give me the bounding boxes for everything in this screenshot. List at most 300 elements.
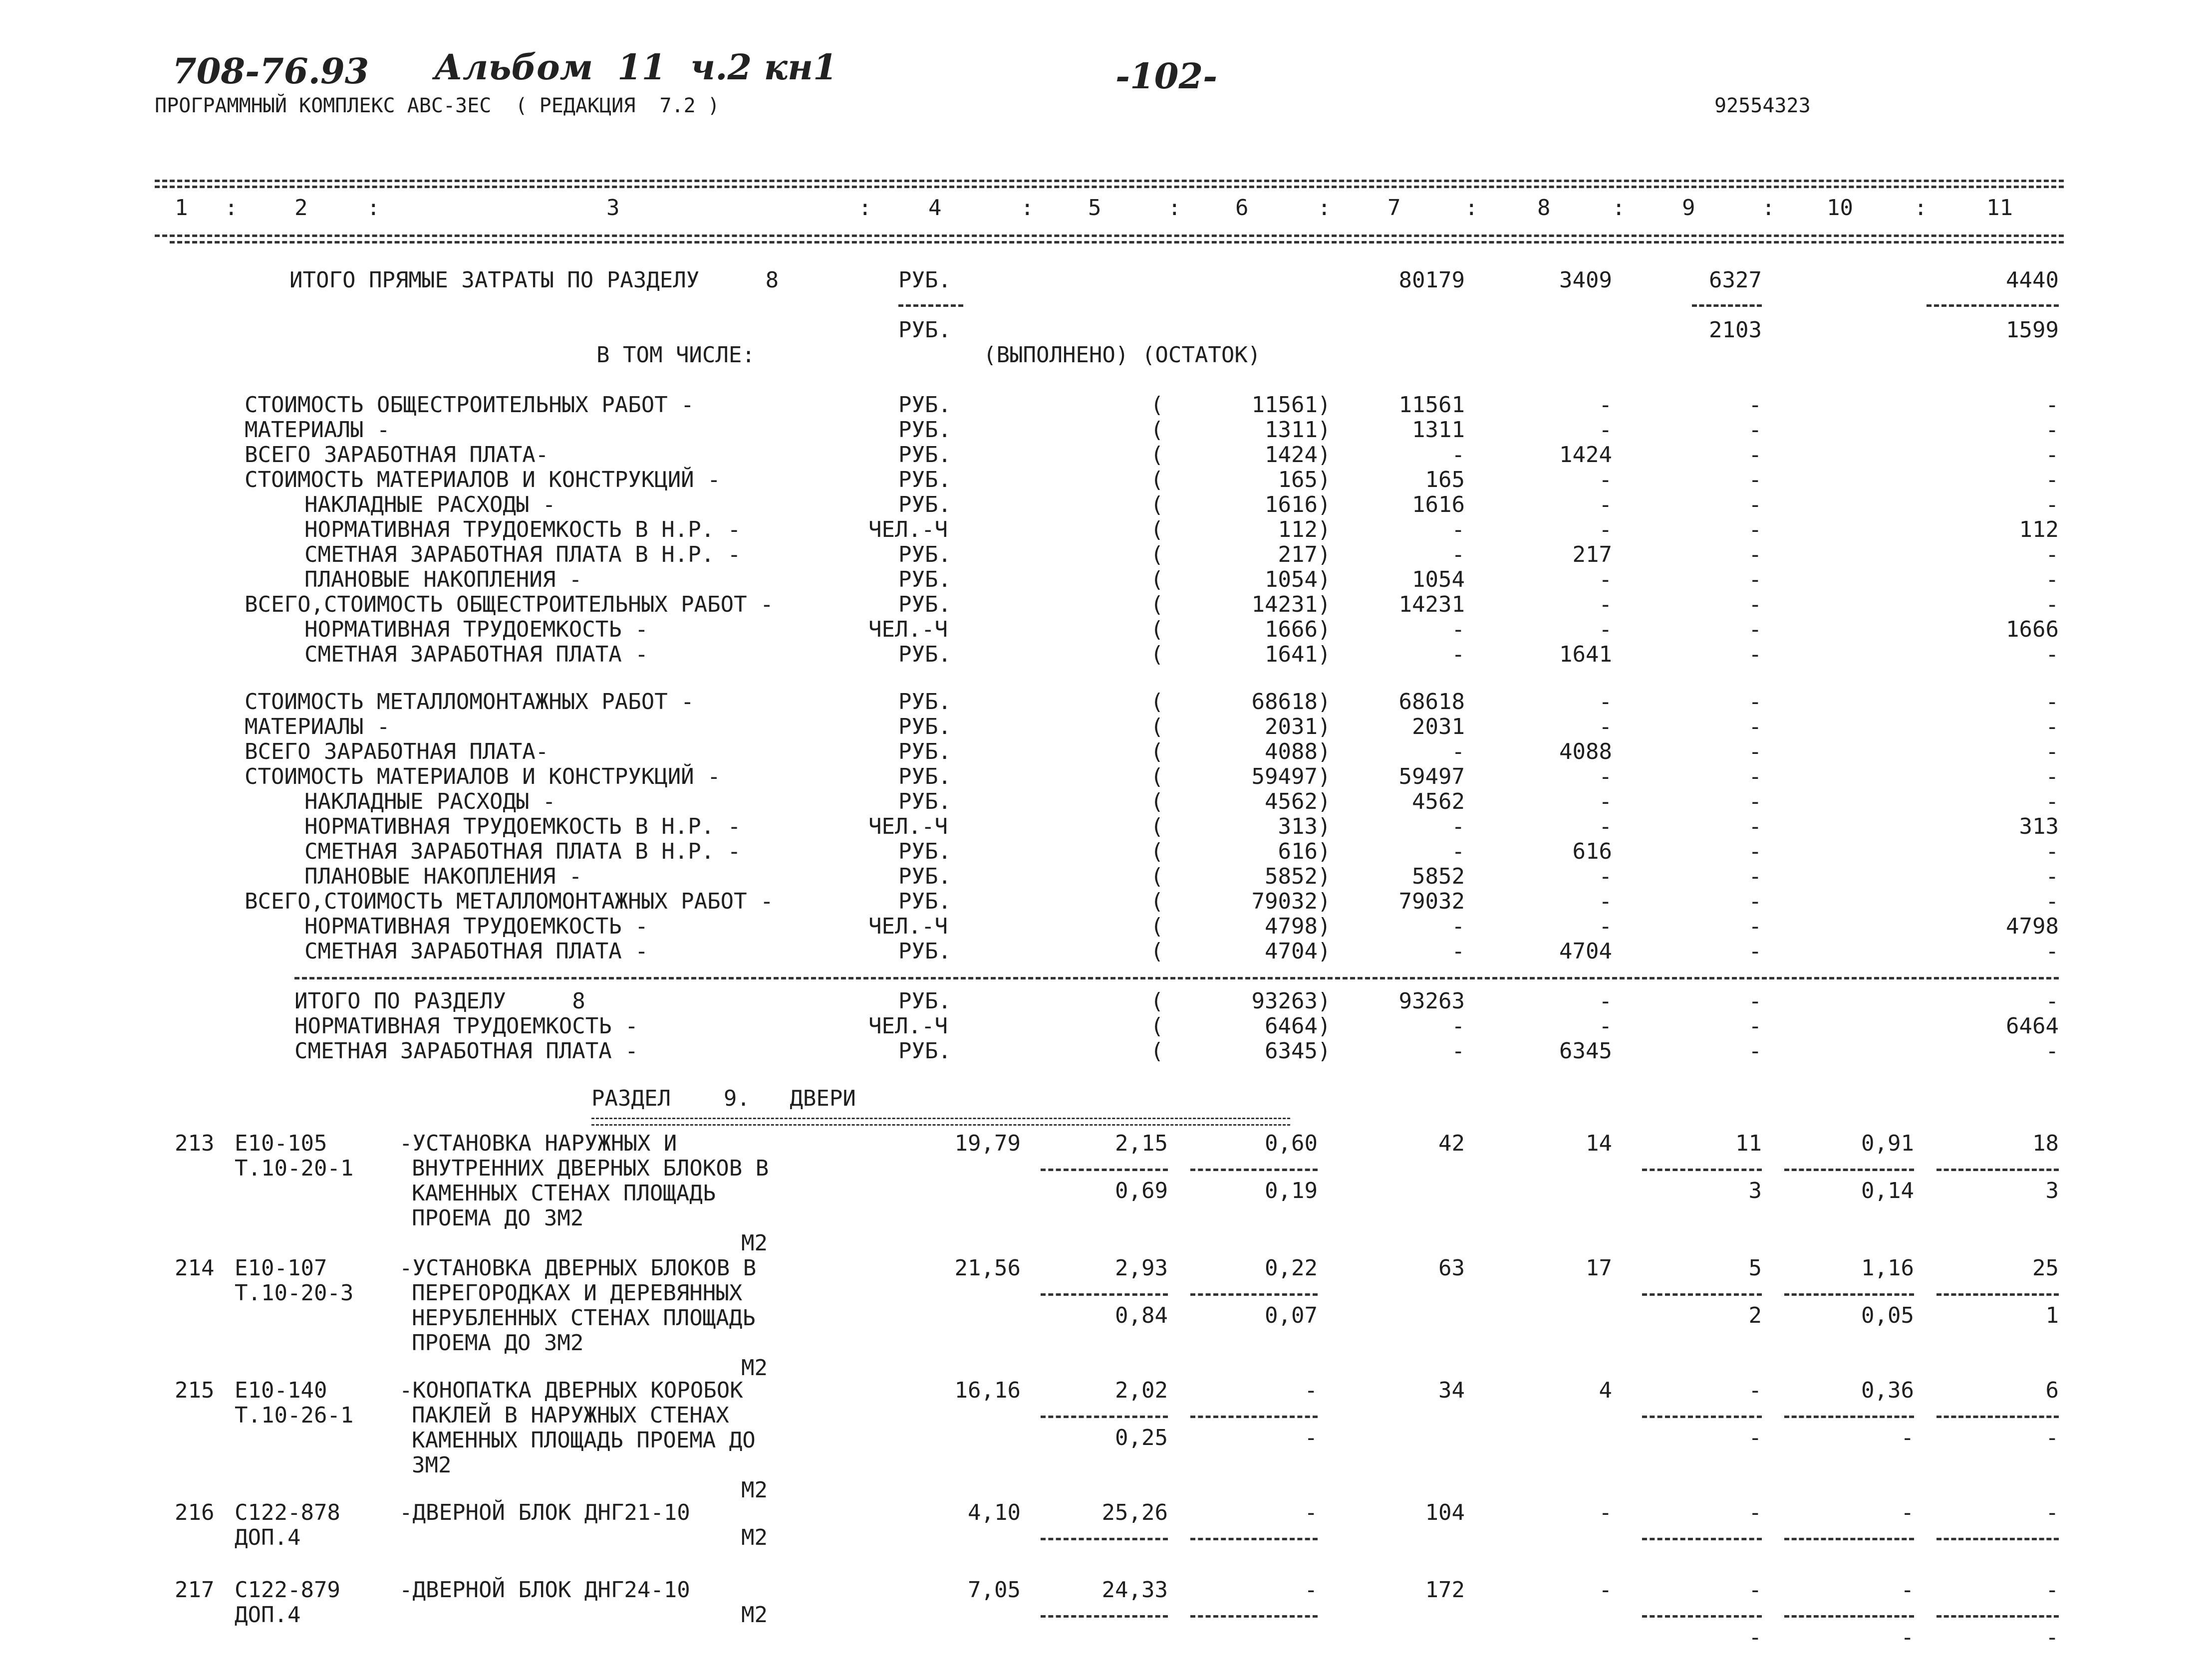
value-col-9: - xyxy=(1748,1013,1762,1039)
remainder-value: 1054 xyxy=(1265,567,1318,592)
value-col-10-second: 0,14 xyxy=(1861,1178,1914,1203)
value-col-11: - xyxy=(2045,417,2059,443)
remainder-value: 4088 xyxy=(1265,739,1318,764)
value-col-7: 68618 xyxy=(1398,689,1465,715)
value-col-7: - xyxy=(1451,839,1465,864)
value-col-9: - xyxy=(1748,442,1762,468)
table-top-rule-2 xyxy=(155,186,2064,188)
value-col-11: - xyxy=(2045,764,2059,789)
program-title: ПРОГРАММНЫЙ КОМПЛЕКС АВС-3ЕС ( РЕДАКЦИЯ 7.2 ) xyxy=(155,94,720,117)
position-rule xyxy=(1784,1615,1914,1618)
line-label: СТОИМОСТЬ МАТЕРИАЛОВ И КОНСТРУКЦИЙ - xyxy=(245,764,721,789)
position-description: ПРОЕМА ДО 3М2 xyxy=(412,1205,584,1231)
value-col-4: 4,10 xyxy=(968,1500,1021,1525)
value-col-5-second: 0,69 xyxy=(1115,1178,1168,1203)
document-number: 92554323 xyxy=(1714,94,1811,117)
parenthesis-mark: ) xyxy=(1318,1038,1331,1064)
parenthesis-mark: ( xyxy=(1150,764,1164,789)
handwritten-page-number: -102- xyxy=(1115,55,1218,97)
unit-label: РУБ. xyxy=(898,714,951,739)
position-rule xyxy=(1642,1169,1762,1171)
line-label: НОРМАТИВНАЯ ТРУДОЕМКОСТЬ - xyxy=(304,914,648,939)
value-col-7: 42 xyxy=(1438,1131,1465,1156)
parenthesis-mark: ) xyxy=(1318,467,1331,492)
value-col-7: - xyxy=(1451,814,1465,839)
value-col-5-second: 0,84 xyxy=(1115,1303,1168,1328)
position-description: ПАКЛЕЙ В НАРУЖНЫХ СТЕНАХ xyxy=(412,1403,729,1428)
handwritten-album: Альбом 11 ч.2 кн1 xyxy=(434,46,837,88)
value-col-7: 1616 xyxy=(1412,492,1465,517)
value-col-7: 2031 xyxy=(1412,714,1465,739)
unit-label: ЧЕЛ.-Ч xyxy=(868,814,948,839)
value-col-7: 63 xyxy=(1438,1255,1465,1281)
value-col-4: 7,05 xyxy=(968,1577,1021,1603)
unit-label: ЧЕЛ.-Ч xyxy=(868,1013,948,1039)
value-col-10: 1,16 xyxy=(1861,1255,1914,1281)
value-col-8: - xyxy=(1599,764,1612,789)
remainder-value: 1616 xyxy=(1265,492,1318,517)
position-description: НЕРУБЛЕННЫХ СТЕНАХ ПЛОЩАДЬ xyxy=(412,1305,756,1331)
value-col-5: 25,26 xyxy=(1102,1500,1168,1525)
line-label: ВСЕГО,СТОИМОСТЬ МЕТАЛЛОМОНТАЖНЫХ РАБОТ - xyxy=(245,889,774,914)
value-col-11: 6 xyxy=(2045,1378,2059,1403)
value-col-4: 16,16 xyxy=(954,1378,1021,1403)
value-col-8: - xyxy=(1599,988,1612,1014)
value-col-7: 79032 xyxy=(1398,889,1465,914)
parenthesis-mark: ) xyxy=(1318,988,1331,1014)
remainder-value: 93263 xyxy=(1251,988,1318,1014)
unit-label: РУБ. xyxy=(898,417,951,443)
value-col-7: 5852 xyxy=(1412,864,1465,889)
value-col-8: - xyxy=(1599,889,1612,914)
value-col-10: - xyxy=(1901,1577,1914,1603)
value-col-7: - xyxy=(1451,517,1465,542)
position-rule xyxy=(1041,1416,1168,1418)
line-label: СТОИМОСТЬ МАТЕРИАЛОВ И КОНСТРУКЦИЙ - xyxy=(245,467,721,492)
value-col-9: - xyxy=(1748,492,1762,517)
value-col-11-second: - xyxy=(2045,1425,2059,1450)
value-col-9-second: 2 xyxy=(1748,1303,1762,1328)
value-col-8: 4704 xyxy=(1559,939,1612,964)
line-label: НОРМАТИВНАЯ ТРУДОЕМКОСТЬ - xyxy=(294,1013,638,1039)
column-header-2: 2 xyxy=(294,195,308,221)
value-col-5: 2,15 xyxy=(1115,1131,1168,1156)
value-col-6: 0,22 xyxy=(1265,1255,1318,1281)
line-label: МАТЕРИАЛЫ - xyxy=(245,714,390,739)
position-unit: М2 xyxy=(741,1602,768,1628)
value-col-9: - xyxy=(1748,1038,1762,1064)
value-col-7: 1054 xyxy=(1412,567,1465,592)
column-header-10: 10 xyxy=(1827,195,1853,221)
parenthesis-mark: ( xyxy=(1150,739,1164,764)
value-col-8: - xyxy=(1599,592,1612,617)
remainder-value: 1424 xyxy=(1265,442,1318,468)
section-total-rule xyxy=(294,977,2059,979)
unit-label: РУБ. xyxy=(898,988,951,1014)
value-col-8: 14 xyxy=(1586,1131,1612,1156)
column-header-4: 4 xyxy=(928,195,942,221)
parenthesis-mark: ) xyxy=(1318,939,1331,964)
remainder-value: 14231 xyxy=(1251,592,1318,617)
value-col-10-second: 0,05 xyxy=(1861,1303,1914,1328)
value-col-8: - xyxy=(1599,517,1612,542)
column-separator: : xyxy=(1168,195,1181,221)
value-col-7: 14231 xyxy=(1398,592,1465,617)
value-col-7: 93263 xyxy=(1398,988,1465,1014)
unit-label: РУБ. xyxy=(898,839,951,864)
value-col-5: 2,93 xyxy=(1115,1255,1168,1281)
value-col-8: - xyxy=(1599,1013,1612,1039)
line-label: ВСЕГО ЗАРАБОТНАЯ ПЛАТА- xyxy=(245,442,549,468)
value-col-11: - xyxy=(2045,542,2059,567)
value-col-9: - xyxy=(1748,642,1762,667)
unit-label: РУБ. xyxy=(898,889,951,914)
position-code: Е10-105 xyxy=(235,1131,327,1156)
remainder-value: 6345 xyxy=(1265,1038,1318,1064)
unit-label: РУБ. xyxy=(898,267,951,293)
value-col-5: 24,33 xyxy=(1102,1577,1168,1603)
line-label: НАКЛАДНЫЕ РАСХОДЫ - xyxy=(304,789,556,814)
parenthesis-mark: ) xyxy=(1318,492,1331,517)
position-description: 3М2 xyxy=(412,1452,452,1478)
subtotal-rule xyxy=(1927,304,2059,307)
parenthesis-mark: ( xyxy=(1150,789,1164,814)
column-header-3: 3 xyxy=(606,195,620,221)
value-col-9: - xyxy=(1748,914,1762,939)
column-separator: : xyxy=(367,195,380,221)
parenthesis-mark: ) xyxy=(1318,739,1331,764)
parenthesis-mark: ( xyxy=(1150,889,1164,914)
value-col-11: - xyxy=(2045,739,2059,764)
value-col-11: - xyxy=(2045,567,2059,592)
value-col-7: 104 xyxy=(1425,1500,1465,1525)
handwritten-code: 708-76.93 xyxy=(172,50,369,92)
position-number: 217 xyxy=(175,1577,215,1603)
value-col-11: 4798 xyxy=(2006,914,2059,939)
position-code: Е10-107 xyxy=(235,1255,327,1281)
parenthesis-mark: ( xyxy=(1150,1013,1164,1039)
parenthesis-mark: ) xyxy=(1318,442,1331,468)
value-col-10-second: - xyxy=(1901,1625,1914,1650)
position-description: -УСТАНОВКА ДВЕРНЫХ БЛОКОВ В xyxy=(399,1255,757,1281)
value-col-11: - xyxy=(2045,1577,2059,1603)
position-unit: М2 xyxy=(741,1525,768,1550)
value-col-9: - xyxy=(1748,764,1762,789)
remainder-value: 1311 xyxy=(1265,417,1318,443)
value-col-9: - xyxy=(1748,592,1762,617)
parenthesis-mark: ) xyxy=(1318,417,1331,443)
value-col-11: 112 xyxy=(2019,517,2059,542)
value-col-11-second: - xyxy=(2045,1625,2059,1650)
value-col-7: - xyxy=(1451,1038,1465,1064)
column-separator: : xyxy=(225,195,238,221)
position-rule xyxy=(1041,1169,1168,1171)
position-rule xyxy=(1784,1416,1914,1418)
value-col-8: 4 xyxy=(1599,1378,1612,1403)
value-col-11: - xyxy=(2045,492,2059,517)
value-col-11: 6464 xyxy=(2006,1013,2059,1039)
value-col-11: - xyxy=(2045,839,2059,864)
value-col-10-second: - xyxy=(1901,1425,1914,1450)
unit-label: РУБ. xyxy=(898,739,951,764)
line-label: ИТОГО ПО РАЗДЕЛУ 8 xyxy=(294,988,585,1014)
value-col-11: - xyxy=(2045,467,2059,492)
position-description: ВНУТРЕННИХ ДВЕРНЫХ БЛОКОВ В xyxy=(412,1156,769,1181)
column-header-5: 5 xyxy=(1088,195,1102,221)
value-col-9-second: - xyxy=(1748,1625,1762,1650)
parenthesis-mark: ( xyxy=(1150,592,1164,617)
position-description: -УСТАНОВКА НАРУЖНЫХ И xyxy=(399,1131,677,1156)
parenthesis-mark: ( xyxy=(1150,814,1164,839)
value-col-11: 1599 xyxy=(2006,317,2059,343)
unit-label: РУБ. xyxy=(898,939,951,964)
value-col-9: - xyxy=(1748,567,1762,592)
unit-label: РУБ. xyxy=(898,567,951,592)
value-col-11: 1666 xyxy=(2006,617,2059,642)
value-col-9: - xyxy=(1748,1378,1762,1403)
position-reference: Т.10-20-3 xyxy=(235,1280,354,1306)
position-rule xyxy=(1190,1293,1318,1296)
unit-label: РУБ. xyxy=(898,642,951,667)
value-col-9: 6327 xyxy=(1709,267,1762,293)
line-label: В ТОМ ЧИСЛЕ: xyxy=(596,342,755,368)
parenthesis-mark: ( xyxy=(1150,988,1164,1014)
position-reference: Т.10-20-1 xyxy=(235,1156,354,1181)
remainder-value: 4562 xyxy=(1265,789,1318,814)
remainder-value: 11561 xyxy=(1251,392,1318,418)
unit-label: РУБ. xyxy=(898,492,951,517)
value-col-11: - xyxy=(2045,988,2059,1014)
unit-label: РУБ. xyxy=(898,392,951,418)
remainder-value: 112 xyxy=(1278,517,1318,542)
line-label: СМЕТНАЯ ЗАРАБОТНАЯ ПЛАТА - xyxy=(304,642,648,667)
parenthesis-mark: ( xyxy=(1150,492,1164,517)
value-col-7: - xyxy=(1451,1013,1465,1039)
unit-label: ЧЕЛ.-Ч xyxy=(868,914,948,939)
position-unit: М2 xyxy=(741,1230,768,1256)
value-col-8: - xyxy=(1599,567,1612,592)
position-rule xyxy=(1642,1538,1762,1540)
position-rule xyxy=(1784,1169,1914,1171)
parenthesis-mark: ( xyxy=(1150,517,1164,542)
value-col-5: 2,02 xyxy=(1115,1378,1168,1403)
position-description: ПРОЕМА ДО 3М2 xyxy=(412,1330,584,1356)
position-rule xyxy=(1190,1615,1318,1618)
position-rule xyxy=(1041,1615,1168,1618)
value-col-9: - xyxy=(1748,789,1762,814)
value-col-9: - xyxy=(1748,417,1762,443)
parenthesis-mark: ) xyxy=(1318,839,1331,864)
value-col-11: - xyxy=(2045,689,2059,715)
value-col-7: 172 xyxy=(1425,1577,1465,1603)
subtotal-rule xyxy=(1692,304,1762,307)
position-rule xyxy=(1190,1538,1318,1540)
line-label: МАТЕРИАЛЫ - xyxy=(245,417,390,443)
line-label: СМЕТНАЯ ЗАРАБОТНАЯ ПЛАТА - xyxy=(294,1038,638,1064)
position-rule xyxy=(1936,1538,2059,1540)
parenthesis-mark: ( xyxy=(1150,417,1164,443)
parenthesis-mark: ) xyxy=(1318,1013,1331,1039)
value-col-10: 0,91 xyxy=(1861,1131,1914,1156)
position-description: ПЕРЕГОРОДКАХ И ДЕРЕВЯННЫХ xyxy=(412,1280,743,1306)
position-rule xyxy=(1642,1293,1762,1296)
remainder-value: 616 xyxy=(1278,839,1318,864)
parenthesis-mark: ( xyxy=(1150,714,1164,739)
parenthesis-mark: ( xyxy=(1150,642,1164,667)
value-col-9: - xyxy=(1748,864,1762,889)
value-col-8: 217 xyxy=(1572,542,1612,567)
line-label: СТОИМОСТЬ МЕТАЛЛОМОНТАЖНЫХ РАБОТ - xyxy=(245,689,694,715)
value-col-9: - xyxy=(1748,689,1762,715)
remainder-value: 1666 xyxy=(1265,617,1318,642)
parenthesis-mark: ( xyxy=(1150,914,1164,939)
position-rule xyxy=(1190,1416,1318,1418)
parenthesis-mark: ) xyxy=(1318,714,1331,739)
section-heading: РАЗДЕЛ 9. ДВЕРИ xyxy=(591,1086,856,1111)
value-col-6-second: - xyxy=(1304,1425,1318,1450)
value-col-6-second: 0,07 xyxy=(1265,1303,1318,1328)
value-col-11: - xyxy=(2045,889,2059,914)
parenthesis-mark: ) xyxy=(1318,567,1331,592)
line-label: НАКЛАДНЫЕ РАСХОДЫ - xyxy=(304,492,556,517)
column-separator: : xyxy=(1762,195,1775,221)
value-col-8: - xyxy=(1599,864,1612,889)
value-col-8: 3409 xyxy=(1559,267,1612,293)
value-col-11: - xyxy=(2045,392,2059,418)
value-col-8: 17 xyxy=(1586,1255,1612,1281)
value-col-8: - xyxy=(1599,814,1612,839)
unit-label: РУБ. xyxy=(898,592,951,617)
value-col-8: - xyxy=(1599,467,1612,492)
position-reference: Т.10-26-1 xyxy=(235,1403,354,1428)
unit-label: РУБ. xyxy=(898,764,951,789)
parenthesis-mark: ) xyxy=(1318,764,1331,789)
value-col-9: - xyxy=(1748,714,1762,739)
position-code: С122-879 xyxy=(235,1577,340,1603)
value-col-11: 18 xyxy=(2032,1131,2059,1156)
position-description: -ДВЕРНОЙ БЛОК ДНГ21-10 xyxy=(399,1500,690,1525)
value-col-8: - xyxy=(1599,492,1612,517)
value-col-8: - xyxy=(1599,392,1612,418)
value-col-6: 0,60 xyxy=(1265,1131,1318,1156)
line-label: СМЕТНАЯ ЗАРАБОТНАЯ ПЛАТА В Н.Р. - xyxy=(304,839,741,864)
value-col-4: 19,79 xyxy=(954,1131,1021,1156)
position-rule xyxy=(1936,1169,2059,1171)
value-col-11: - xyxy=(2045,642,2059,667)
value-col-9-second: - xyxy=(1748,1425,1762,1450)
line-label: НОРМАТИВНАЯ ТРУДОЕМКОСТЬ В Н.Р. - xyxy=(304,814,741,839)
parenthesis-mark: ) xyxy=(1318,889,1331,914)
parenthesis-mark: ( xyxy=(1150,864,1164,889)
parenthesis-mark: ( xyxy=(1150,939,1164,964)
value-col-9: - xyxy=(1748,392,1762,418)
column-separator: : xyxy=(1318,195,1331,221)
parenthesis-mark: ) xyxy=(1318,689,1331,715)
table-top-rule xyxy=(155,180,2064,182)
line-label: СМЕТНАЯ ЗАРАБОТНАЯ ПЛАТА - xyxy=(304,939,648,964)
value-col-11: - xyxy=(2045,789,2059,814)
column-header-1: 1 xyxy=(175,195,188,221)
value-col-9: - xyxy=(1748,814,1762,839)
column-caption: (ВЫПОЛНЕНО) (ОСТАТОК) xyxy=(983,342,1261,368)
value-col-10: 0,36 xyxy=(1861,1378,1914,1403)
value-col-11: 313 xyxy=(2019,814,2059,839)
value-col-9: 5 xyxy=(1748,1255,1762,1281)
remainder-value: 59497 xyxy=(1251,764,1318,789)
unit-label: РУБ. xyxy=(898,542,951,567)
value-col-11: - xyxy=(2045,714,2059,739)
parenthesis-mark: ) xyxy=(1318,517,1331,542)
line-label: СМЕТНАЯ ЗАРАБОТНАЯ ПЛАТА В Н.Р. - xyxy=(304,542,741,567)
position-rule xyxy=(1936,1615,2059,1618)
value-col-7: - xyxy=(1451,542,1465,567)
line-label: НОРМАТИВНАЯ ТРУДОЕМКОСТЬ - xyxy=(304,617,648,642)
column-header-8: 8 xyxy=(1537,195,1551,221)
value-col-9: - xyxy=(1748,517,1762,542)
position-number: 213 xyxy=(175,1131,215,1156)
position-number: 216 xyxy=(175,1500,215,1525)
parenthesis-mark: ) xyxy=(1318,592,1331,617)
remainder-value: 313 xyxy=(1278,814,1318,839)
value-col-8: - xyxy=(1599,1577,1612,1603)
value-col-9: - xyxy=(1748,839,1762,864)
value-col-8: - xyxy=(1599,617,1612,642)
value-col-11: - xyxy=(2045,592,2059,617)
unit-label: ЧЕЛ.-Ч xyxy=(868,617,948,642)
unit-label: РУБ. xyxy=(898,864,951,889)
column-header-11: 11 xyxy=(1986,195,2013,221)
parenthesis-mark: ( xyxy=(1150,392,1164,418)
value-col-6: - xyxy=(1304,1500,1318,1525)
position-rule xyxy=(1041,1293,1168,1296)
remainder-value: 68618 xyxy=(1251,689,1318,715)
value-col-7: - xyxy=(1451,642,1465,667)
value-col-7: - xyxy=(1451,739,1465,764)
position-number: 215 xyxy=(175,1378,215,1403)
position-unit: М2 xyxy=(741,1355,768,1381)
line-label: ПЛАНОВЫЕ НАКОПЛЕНИЯ - xyxy=(304,567,582,592)
value-col-11: 25 xyxy=(2032,1255,2059,1281)
value-col-6: - xyxy=(1304,1378,1318,1403)
position-rule xyxy=(1041,1538,1168,1540)
remainder-value: 1641 xyxy=(1265,642,1318,667)
position-rule xyxy=(1190,1169,1318,1171)
value-col-11: - xyxy=(2045,1500,2059,1525)
value-col-8: - xyxy=(1599,1500,1612,1525)
parenthesis-mark: ) xyxy=(1318,864,1331,889)
value-col-8: 616 xyxy=(1572,839,1612,864)
position-rule xyxy=(1936,1416,2059,1418)
column-header-7: 7 xyxy=(1387,195,1401,221)
position-reference: ДОП.4 xyxy=(235,1525,301,1550)
value-col-11: - xyxy=(2045,939,2059,964)
position-rule xyxy=(1642,1416,1762,1418)
value-col-11: 4440 xyxy=(2006,267,2059,293)
value-col-9: - xyxy=(1748,542,1762,567)
remainder-value: 79032 xyxy=(1251,889,1318,914)
position-code: С122-878 xyxy=(235,1500,340,1525)
position-rule xyxy=(1936,1293,2059,1296)
position-description: -КОНОПАТКА ДВЕРНЫХ КОРОБОК xyxy=(399,1378,743,1403)
value-col-9: - xyxy=(1748,739,1762,764)
line-label: ПЛАНОВЫЕ НАКОПЛЕНИЯ - xyxy=(304,864,582,889)
value-col-7: - xyxy=(1451,914,1465,939)
position-rule xyxy=(1784,1538,1914,1540)
parenthesis-mark: ( xyxy=(1150,567,1164,592)
position-description: КАМЕННЫХ СТЕНАХ ПЛОЩАДЬ xyxy=(412,1181,716,1206)
position-code: Е10-140 xyxy=(235,1378,327,1403)
remainder-value: 5852 xyxy=(1265,864,1318,889)
